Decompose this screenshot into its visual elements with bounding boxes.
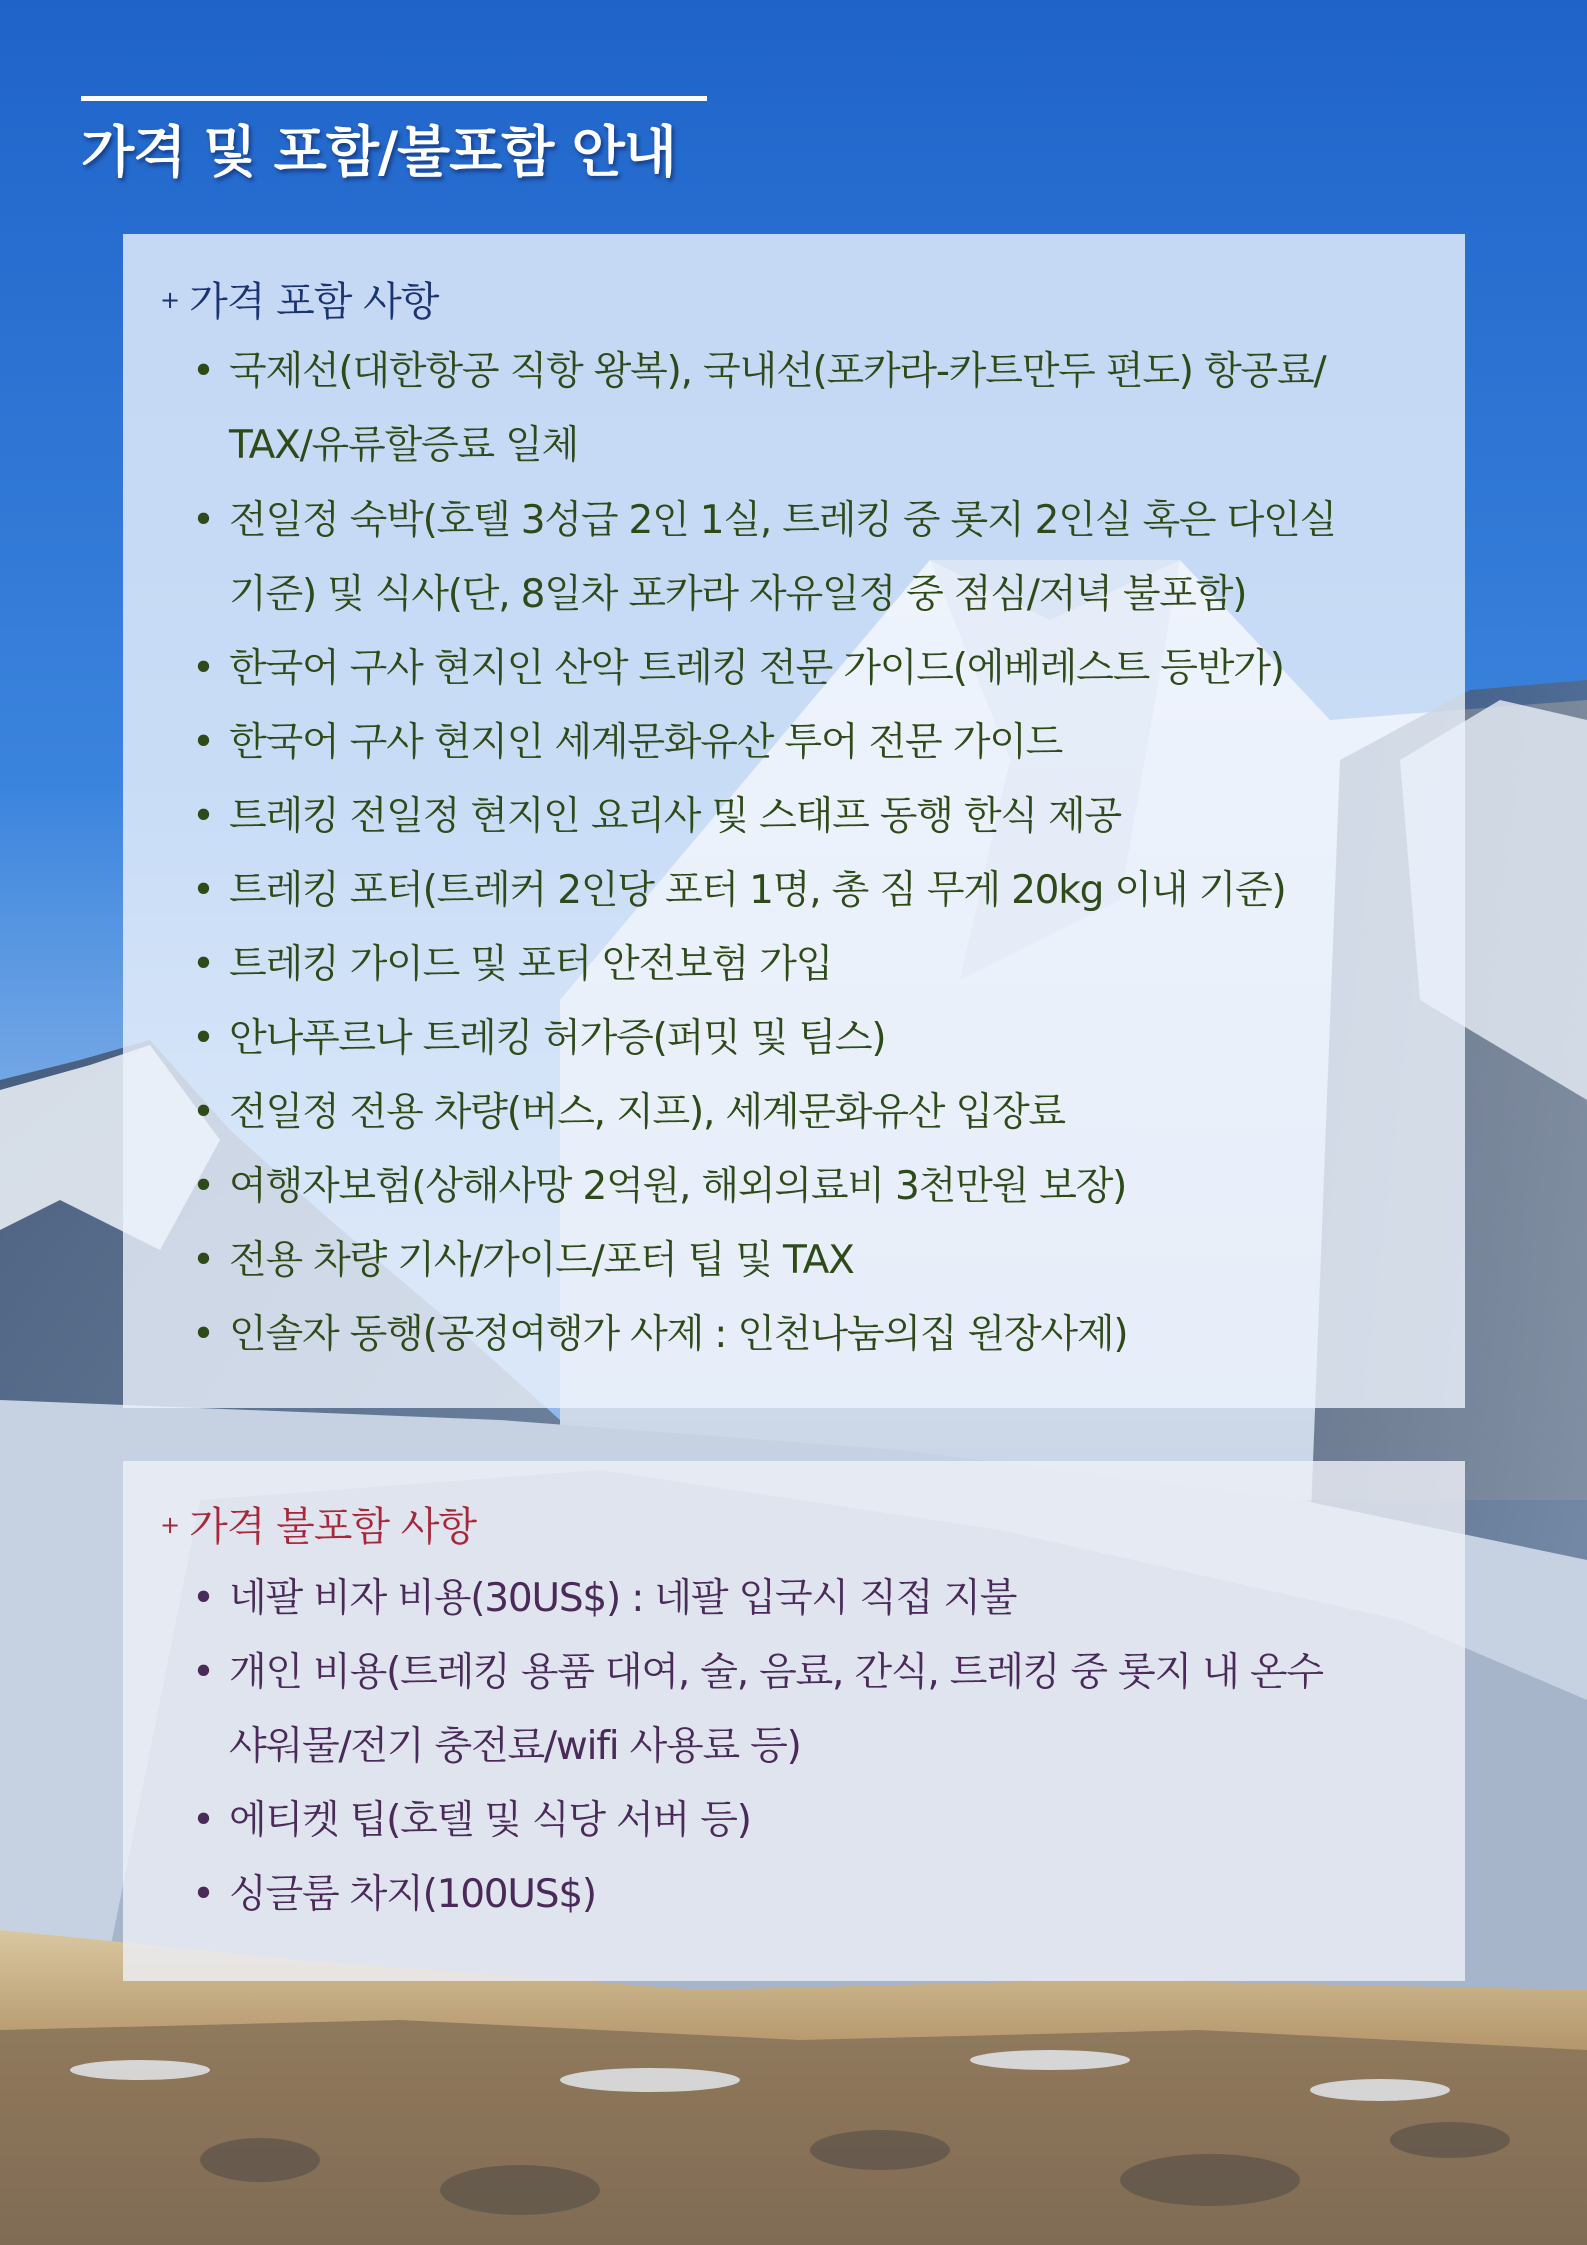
bullet-icon: • <box>192 794 214 839</box>
page-title: 가격 및 포함/불포함 안내 <box>81 120 676 184</box>
excluded-section-title <box>160 1495 476 1552</box>
bullet-icon: • <box>192 1016 214 1061</box>
heading-rule <box>81 96 707 101</box>
bullet-icon: • <box>192 1238 214 1283</box>
bullet-icon: • <box>192 1090 214 1135</box>
excluded-title-text: 가격 불포함 사항 <box>189 1504 477 1550</box>
plus-icon: + <box>160 286 180 314</box>
included-section-title <box>160 270 438 327</box>
bullet-icon: • <box>192 349 214 394</box>
included-title-text: 가격 포함 사항 <box>189 279 439 325</box>
bullet-icon: • <box>192 1798 214 1843</box>
bullet-icon: • <box>192 942 214 987</box>
bullet-icon: • <box>192 498 214 543</box>
bullet-icon: • <box>192 720 214 765</box>
plus-icon: + <box>160 1511 180 1539</box>
bullet-icon: • <box>192 1312 214 1357</box>
bullet-icon: • <box>192 1650 214 1695</box>
bullet-icon: • <box>192 1164 214 1209</box>
bullet-icon: • <box>192 646 214 691</box>
bullet-icon: • <box>192 868 214 913</box>
bullet-icon: • <box>192 1576 214 1621</box>
bullet-icon: • <box>192 1872 214 1917</box>
